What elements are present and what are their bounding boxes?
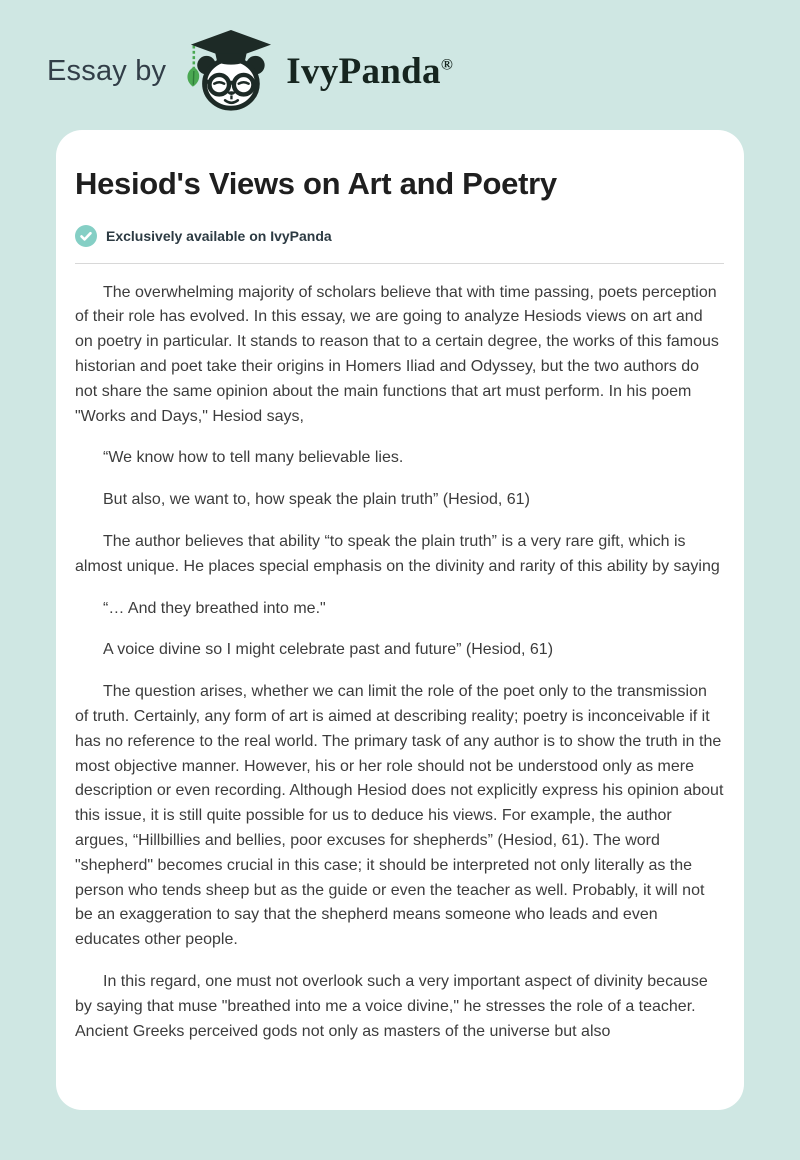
brand-name bbox=[286, 50, 453, 93]
essay-paragraph: The overwhelming majority of scholars believe that with time passing, poets perception of their role has evolved. In this essay, we are going to analyze Hesiods views on art and on poetry in particular. It stands to reason that to a certain degree, the works of this famous historian and poet take their origins in Homers Iliad and Odyssey, but the two authors do not share the same opinion about the main functions that art must perform. In his poem "Works and Days," Hesiod says, bbox=[75, 283, 719, 425]
essay-paragraph: A voice divine so I might celebrate past and future” (Hesiod, 61) bbox=[103, 641, 554, 659]
essay-paragraph: In this regard, one must not overlook such a very important aspect of divinity because by saying that muse "breathed into me a voice divine," he stresses the role of a teacher. Ancient Greeks perceived gods not only as masters of the universe but also bbox=[75, 972, 708, 1040]
essay-body bbox=[75, 281, 724, 1045]
essay-paragraph: “We know how to tell many believable lies. bbox=[103, 449, 404, 467]
essay-paragraph: The question arises, whether we can limit the role of the poet only to the transmission of truth. Certainly, any form of art is aimed at describing reality; poetry is inconceivable if it has no reference to the real world. The primary task of any author is to show the truth in the most objective manner. However, his or her role should not be understood only as mere description or even recording. Although Hesiod does not explicitly express his opinion about this issue, it is still quite possible for us to deduce his views. For example, the author argues, “Hillbillies and bellies, poor excuses for shepherds” (Hesiod, 61). The word "shepherd" becomes crucial in this case; it should be interpreted not only literally as the person who tends sheep but as the guide or even the teacher as well. Probably, it will not be an exaggeration to say that the shepherd means someone who leads and even educates other people. bbox=[75, 683, 724, 949]
essay-title: Hesiod's Views on Art and Poetry bbox=[75, 166, 557, 201]
registered-mark: ® bbox=[440, 56, 454, 74]
divider bbox=[75, 263, 724, 264]
panda-graduate-icon bbox=[180, 28, 278, 114]
essay-card bbox=[56, 130, 744, 1110]
brand-text: IvyPanda bbox=[286, 50, 441, 92]
essay-by-label: Essay by bbox=[47, 54, 167, 87]
availability-row bbox=[75, 225, 724, 247]
ivypanda-logo bbox=[180, 28, 278, 114]
essay-paragraph: The author believes that ability “to speak the plain truth” is a very rare gift, which is almost unique. He places special emphasis on the divinity and rarity of this ability by saying bbox=[75, 533, 720, 575]
check-icon bbox=[75, 225, 97, 247]
availability-label: Exclusively available on IvyPanda bbox=[106, 227, 332, 244]
essay-paragraph: “… And they breathed into me." bbox=[103, 599, 326, 617]
essay-paragraph: But also, we want to, how speak the plain truth” (Hesiod, 61) bbox=[103, 491, 530, 509]
site-header bbox=[47, 28, 453, 114]
